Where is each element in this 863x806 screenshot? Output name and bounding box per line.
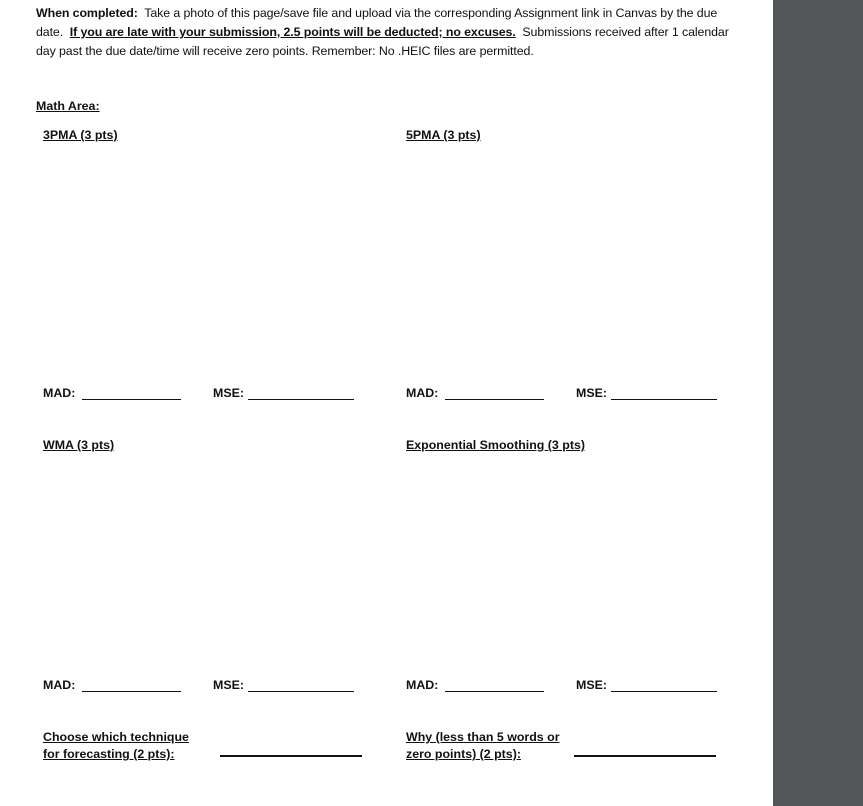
why-line-2: zero points) (2 pts): (406, 747, 521, 761)
mad-answer-line[interactable] (445, 399, 544, 400)
section-title-5pma: 5PMA (3 pts) (406, 128, 481, 142)
mad-label: MAD: (406, 386, 439, 400)
mse-label: MSE: (576, 386, 607, 400)
mad-answer-line[interactable] (82, 691, 181, 692)
math-area-heading: Math Area: (36, 99, 100, 113)
viewer-background-panel (773, 0, 863, 806)
when-completed-label: When completed: (36, 6, 138, 20)
mad-label: MAD: (43, 678, 76, 692)
late-penalty-text: If you are late with your submission, 2.5 points will be deducted; no excuses. (69, 25, 516, 39)
why-label (406, 729, 560, 763)
technique-answer-line[interactable] (220, 755, 362, 757)
why-line-1: Why (less than 5 words or (406, 730, 560, 744)
mse-label: MSE: (576, 678, 607, 692)
mse-answer-line[interactable] (611, 399, 717, 400)
mse-answer-line[interactable] (248, 399, 354, 400)
instructions-text-2: Submissions received after 1 calendar day past the due date/time will receive zero points. Remember: No .HEIC files are permitted. (36, 25, 729, 58)
section-title-3pma: 3PMA (3 pts) (43, 128, 118, 142)
instructions-paragraph (36, 4, 746, 61)
instructions-text: Take a photo of this page/save file and upload via the corresponding Assignment link in Canvas by the due date. (36, 6, 718, 39)
mad-label: MAD: (406, 678, 439, 692)
choose-technique-line-2: for forecasting (2 pts): (43, 747, 175, 761)
section-title-wma: WMA (3 pts) (43, 438, 115, 452)
choose-technique-label (43, 729, 189, 763)
mse-label: MSE: (213, 386, 244, 400)
choose-technique-line-1: Choose which technique (43, 730, 189, 744)
mad-label: MAD: (43, 386, 76, 400)
mad-answer-line[interactable] (445, 691, 544, 692)
mse-answer-line[interactable] (248, 691, 354, 692)
section-title-exponential-smoothing: Exponential Smoothing (3 pts) (406, 438, 585, 452)
mad-answer-line[interactable] (82, 399, 181, 400)
mse-label: MSE: (213, 678, 244, 692)
why-answer-line[interactable] (574, 755, 716, 757)
mse-answer-line[interactable] (611, 691, 717, 692)
